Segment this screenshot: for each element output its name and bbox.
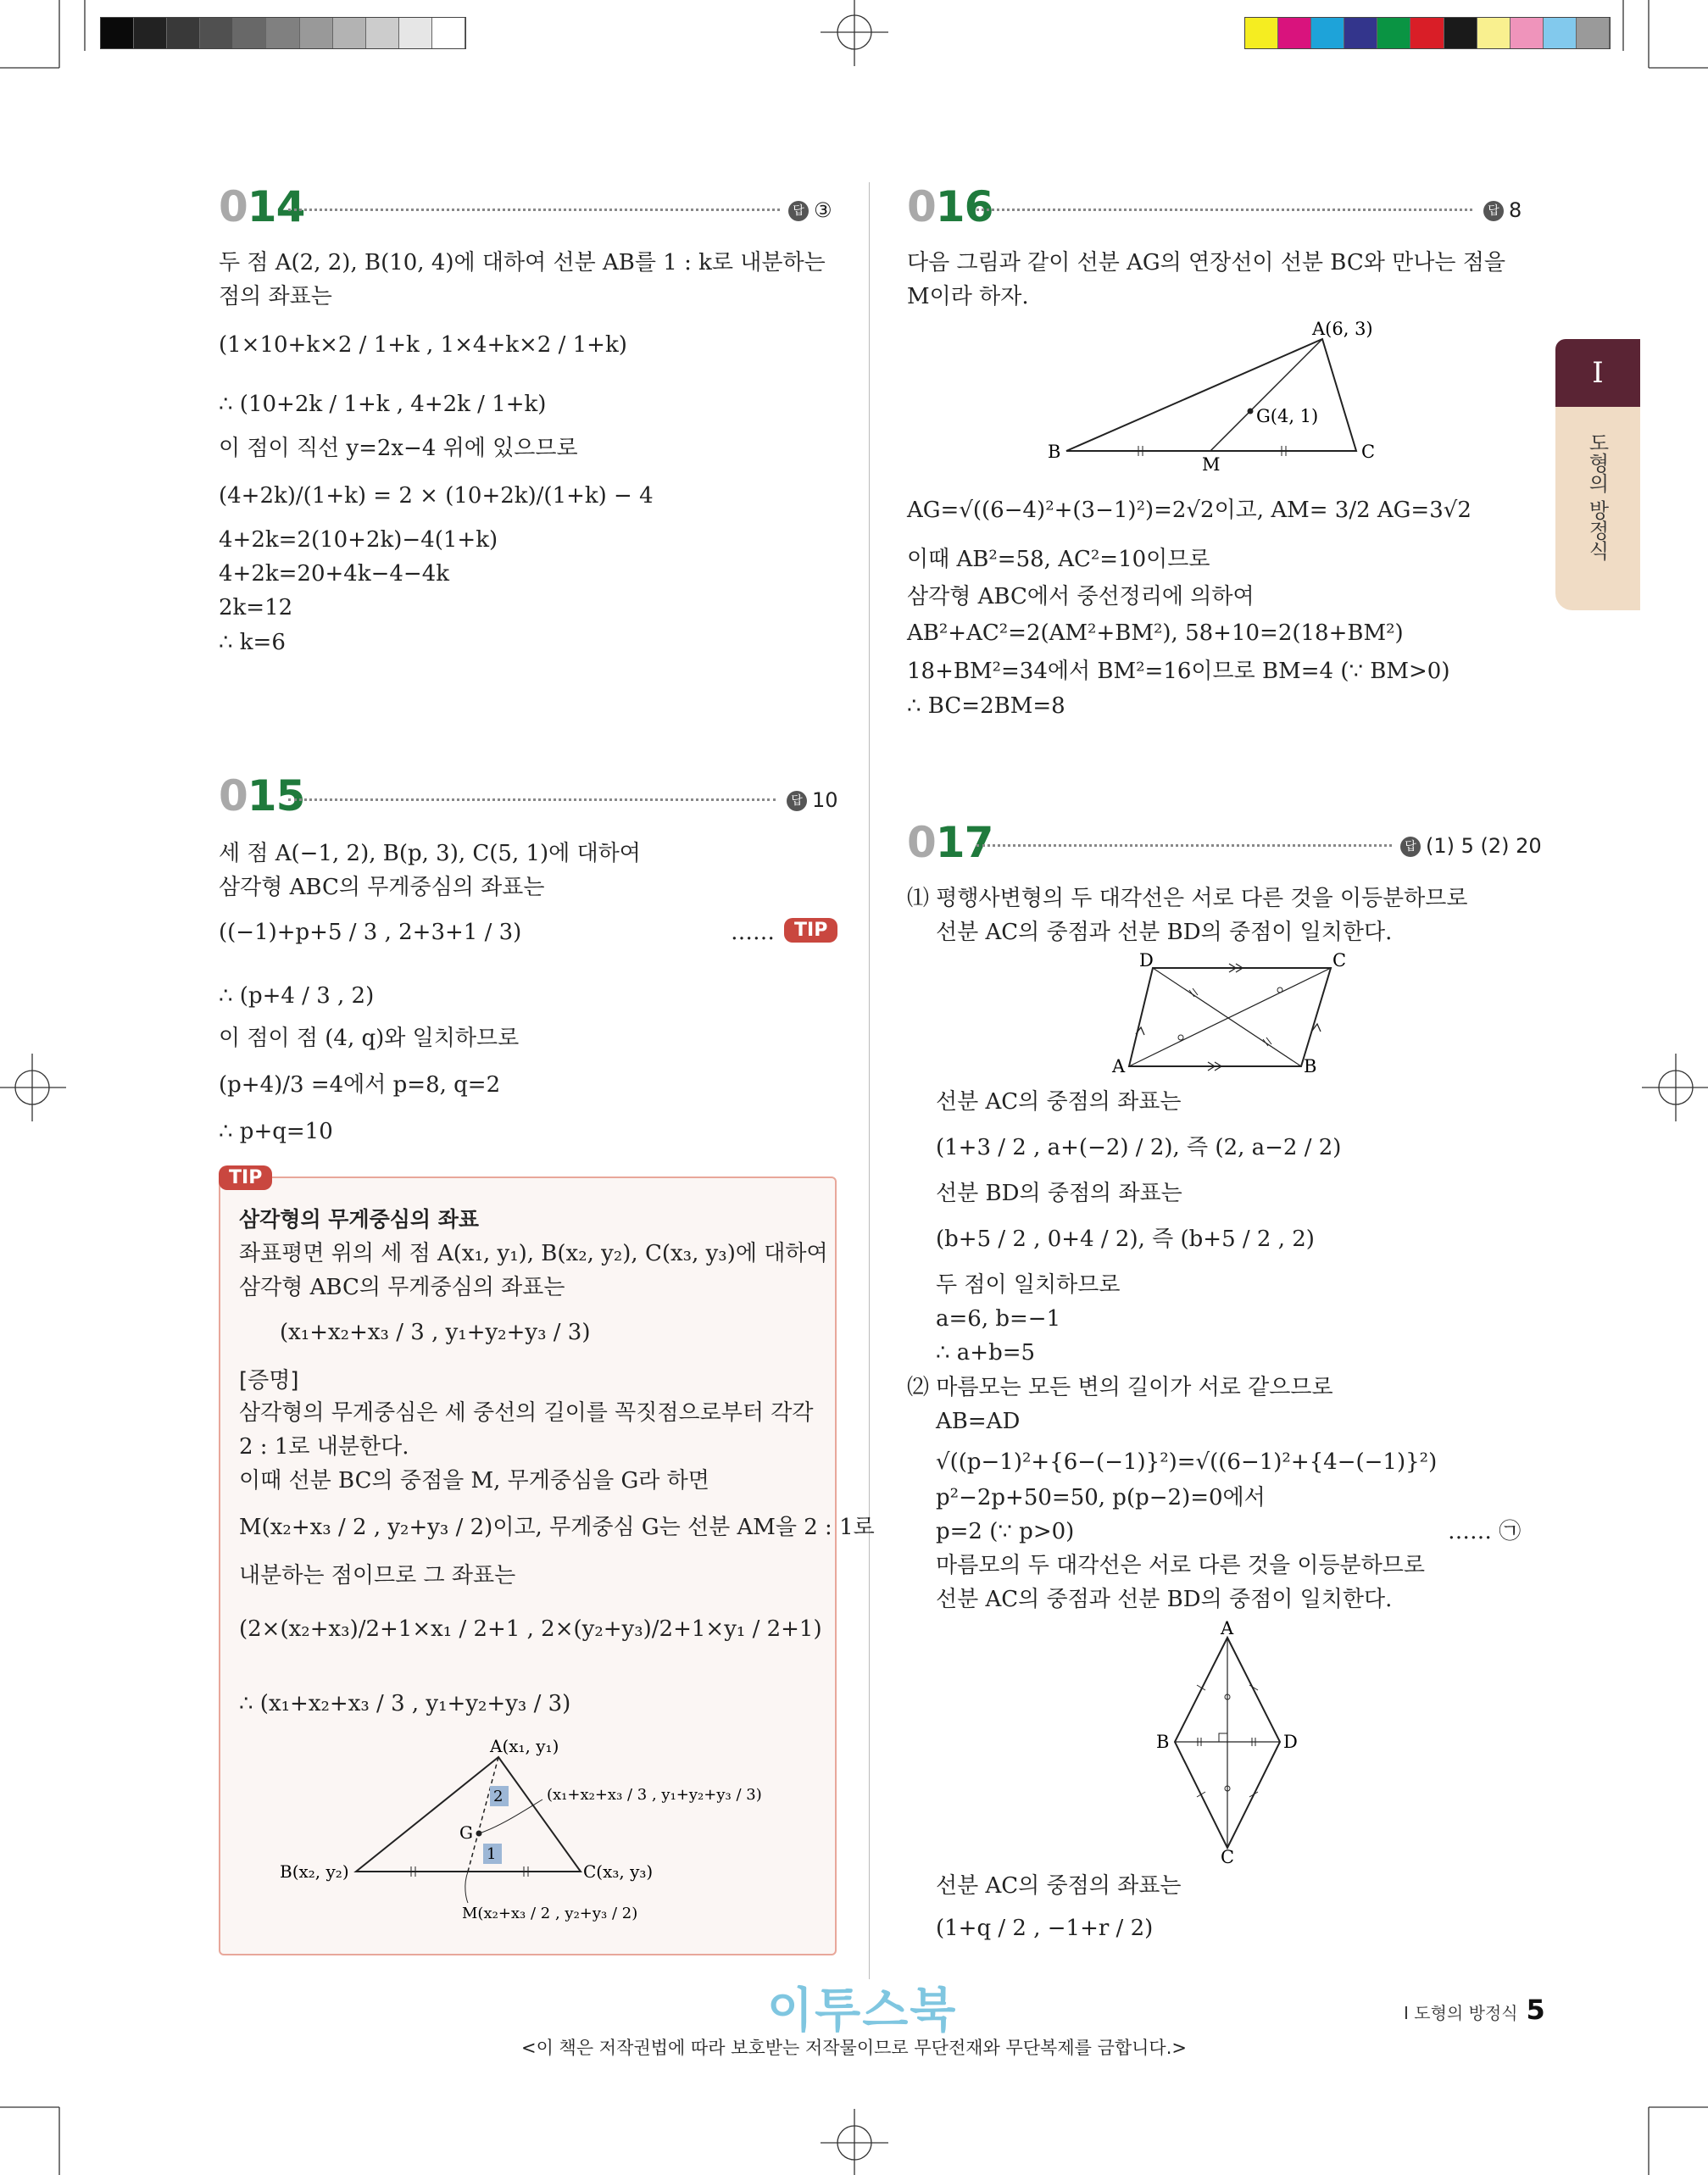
math-line: (2×(x₂+x₃)/2+1×x₁ / 2+1 , 2×(y₂+y₃)/2+1×y₁ / 2+1) <box>239 1616 822 1642</box>
math-line: AB=AD <box>936 1409 1021 1434</box>
text-line: 선분 AC의 중점과 선분 BD의 중점이 일치한다. <box>936 920 1393 945</box>
math-line: 2k=12 <box>219 595 293 620</box>
line-am <box>1210 339 1322 451</box>
chapter-tab-label: 도형의 방정식 <box>1585 432 1609 561</box>
tip-title: 삼각형의 무게중심의 좌표 <box>239 1207 480 1232</box>
text-line: [증명] <box>239 1368 299 1393</box>
vertex-a-label: A <box>1112 1056 1126 1076</box>
vertex-c-label: C <box>1361 442 1376 462</box>
text-line: 두 점 A(2, 2), B(10, 4)에 대하여 선분 AB를 1 : k로 내분하는 <box>219 250 826 275</box>
math-line: AB²+AC²=2(AM²+BM²), 58+10=2(18+BM²) <box>907 620 1404 646</box>
math-line: ∴ BC=2BM=8 <box>907 693 1065 719</box>
math-line: ∴ (x₁+x₂+x₃ / 3 , y₁+y₂+y₃ / 3) <box>239 1691 571 1716</box>
point-m-label: M <box>1202 454 1221 475</box>
vertex-a-label: A(x₁, y₁) <box>490 1736 559 1756</box>
point-g <box>1248 409 1254 414</box>
vertex-c-label: C <box>1221 1847 1235 1865</box>
triangle-abc <box>1066 339 1356 451</box>
right-angle-mark <box>1219 1733 1227 1742</box>
math-line: 이때 AB²=58, AC²=10이므로 <box>907 547 1210 572</box>
math-line: ∴ (p+4 / 3 , 2) <box>219 983 375 1009</box>
math-line: a=6, b=−1 <box>936 1306 1061 1332</box>
answer-label: 답 8 <box>1483 198 1522 222</box>
math-line: M(x₂+x₃ / 2 , y₂+y₃ / 2)이고, 무게중심 G는 선분 AM을 2 : 1로 <box>239 1515 875 1540</box>
math-line: 4+2k=20+4k−4−4k <box>219 561 449 587</box>
math-line: AG=√((6−4)²+(3−1)²)=2√2이고, AM= 3/2 AG=3√2 <box>907 498 1472 523</box>
text-line: ⑴ 평행사변형의 두 대각선은 서로 다른 것을 이등분하므로 <box>907 886 1468 911</box>
text-line: M이라 하자. <box>907 284 1029 309</box>
centroid-label: G <box>459 1822 473 1843</box>
math-line: √((p−1)²+{6−(−1)}²)=√((6−1)²+{4−(−1)}²) <box>936 1449 1438 1475</box>
vertex-c-label: C <box>1332 950 1347 971</box>
m-pointer <box>465 1872 468 1903</box>
tip-tag: TIP <box>219 1165 272 1190</box>
text-line: 2 : 1로 내분한다. <box>239 1434 409 1460</box>
math-line: ∴ a+b=5 <box>936 1340 1036 1366</box>
math-line: ∴ p+q=10 <box>219 1119 333 1144</box>
midpoint-m-label: M(x₂+x₃ / 2 , y₂+y₃ / 2) <box>462 1905 638 1922</box>
point-g-label: G(4, 1) <box>1256 406 1319 426</box>
math-line: (p+4)/3 =4에서 p=8, q=2 <box>219 1072 501 1098</box>
text-line: 삼각형 ABC의 무게중심의 좌표는 <box>219 875 545 900</box>
math-line: 4+2k=2(10+2k)−4(1+k) <box>219 527 498 553</box>
math-line: (1+q / 2 , −1+r / 2) <box>936 1916 1154 1941</box>
math-line: ((−1)+p+5 / 3 , 2+3+1 / 3) <box>219 920 522 945</box>
publisher-logo: 이투스북 <box>767 1983 958 2039</box>
vertex-b-label: B <box>1048 442 1061 462</box>
problem-number: 017 <box>907 818 993 867</box>
math-line: (x₁+x₂+x₃ / 3 , y₁+y₂+y₃ / 3) <box>280 1320 591 1345</box>
rhombus-figure <box>1153 1619 1305 1865</box>
answer-icon: 답 <box>1400 837 1421 857</box>
problem-number: 016 <box>907 182 993 231</box>
text-line: 선분 AC의 중점의 좌표는 <box>936 1873 1182 1899</box>
answer-label: 답 ③ <box>788 198 832 222</box>
diagonal-ac <box>1129 968 1331 1066</box>
text-line: 좌표평면 위의 세 점 A(x₁, y₁), B(x₂, y₂), C(x₃, y₃)에 대하여 <box>239 1241 828 1266</box>
math-line: (1×10+k×2 / 1+k , 1×4+k×2 / 1+k) <box>219 332 627 358</box>
text-line: 이 점이 점 (4, q)와 일치하므로 <box>219 1026 520 1051</box>
dotted-leader <box>288 798 776 801</box>
centroid-coord-label: (x₁+x₂+x₃ / 3 , y₁+y₂+y₃ / 3) <box>547 1786 762 1804</box>
text-line: 이때 선분 BC의 중점을 M, 무게중심을 G라 하면 <box>239 1468 709 1494</box>
text-line: 점의 좌표는 <box>219 284 332 309</box>
triangle-figure-016 <box>1034 314 1424 475</box>
ratio-1-label: 1 <box>487 1845 497 1863</box>
diagonal-bd <box>1153 968 1301 1066</box>
text-line: 삼각형의 무게중심은 세 중선의 길이를 꼭짓점으로부터 각각 <box>239 1400 814 1426</box>
vertex-d-label: D <box>1139 950 1154 971</box>
chapter-tab-roman: I <box>1555 339 1640 407</box>
triangle-abc <box>356 1757 581 1872</box>
text-line: 내분하는 점이므로 그 좌표는 <box>239 1563 516 1588</box>
equation-marker: …… ㉠ <box>1448 1519 1522 1544</box>
dotted-leader <box>976 209 1472 211</box>
centroid-figure <box>271 1733 822 1937</box>
text-line: 세 점 A(−1, 2), B(p, 3), C(5, 1)에 대하여 <box>219 841 641 866</box>
vertex-b-label: B <box>1304 1056 1317 1076</box>
math-line: ∴ (10+2k / 1+k , 4+2k / 1+k) <box>219 392 547 417</box>
math-line: (4+2k)/(1+k) = 2 × (10+2k)/(1+k) − 4 <box>219 483 654 509</box>
tip-marker-badge: TIP <box>784 918 837 943</box>
text-line: 삼각형 ABC에서 중선정리에 의하여 <box>907 584 1255 609</box>
math-line: p=2 (∵ p>0) <box>936 1519 1075 1544</box>
text-line: 선분 AC의 중점과 선분 BD의 중점이 일치한다. <box>936 1587 1393 1612</box>
vertex-d-label: D <box>1283 1732 1298 1752</box>
answer-label: 답 10 <box>787 788 838 812</box>
ratio-2-label: 2 <box>493 1788 503 1805</box>
math-line: p²−2p+50=50, p(p−2)=0에서 <box>936 1485 1266 1510</box>
text-line: ⑵ 마름모는 모든 변의 길이가 서로 같으므로 <box>907 1375 1333 1400</box>
text-line: 선분 BD의 중점의 좌표는 <box>936 1181 1182 1206</box>
text-line: 선분 AC의 중점의 좌표는 <box>936 1089 1182 1115</box>
text-line: 두 점이 일치하므로 <box>936 1272 1121 1298</box>
answer-icon: 답 <box>787 791 807 811</box>
vertex-c-label: C(x₃, y₃) <box>583 1861 654 1882</box>
math-line: 18+BM²=34에서 BM²=16이므로 BM=4 (∵ BM>0) <box>907 659 1450 684</box>
answer-icon: 답 <box>1483 201 1504 221</box>
answer-label: 답 (1) 5 (2) 20 <box>1400 834 1542 858</box>
math-line: (b+5 / 2 , 0+4 / 2), 즉 (b+5 / 2 , 2) <box>936 1227 1315 1252</box>
text-line: 마름모의 두 대각선은 서로 다른 것을 이등분하므로 <box>936 1553 1426 1578</box>
tip-marker: …… <box>731 920 775 945</box>
problem-number: 015 <box>219 771 305 820</box>
parallelogram-figure <box>1102 949 1356 1076</box>
answer-icon: 답 <box>788 201 809 221</box>
dotted-leader <box>288 209 780 211</box>
math-line: (1+3 / 2 , a+(−2) / 2), 즉 (2, a−2 / 2) <box>936 1135 1342 1160</box>
text-line: 다음 그림과 같이 선분 AG의 연장선이 선분 BC와 만나는 점을 <box>907 250 1505 275</box>
vertex-a-label: A <box>1221 1619 1234 1638</box>
copyright-note: <이 책은 저작권법에 따라 보호받는 저작물이므로 무단전재와 무단복제를 금합니다.> <box>521 2038 1187 2058</box>
math-line: ∴ k=6 <box>219 630 286 655</box>
page-number: I 도형의 방정식 5 <box>1404 1994 1545 2026</box>
text-line: 삼각형 ABC의 무게중심의 좌표는 <box>239 1275 565 1300</box>
problem-number: 014 <box>219 182 305 231</box>
vertex-b-label: B(x₂, y₂) <box>280 1861 349 1882</box>
vertex-a-label: A(6, 3) <box>1312 319 1373 339</box>
column-divider <box>869 182 870 1979</box>
dotted-leader <box>976 844 1392 847</box>
vertex-b-label: B <box>1156 1732 1170 1752</box>
text-line: 이 점이 직선 y=2x−4 위에 있으므로 <box>219 436 578 461</box>
